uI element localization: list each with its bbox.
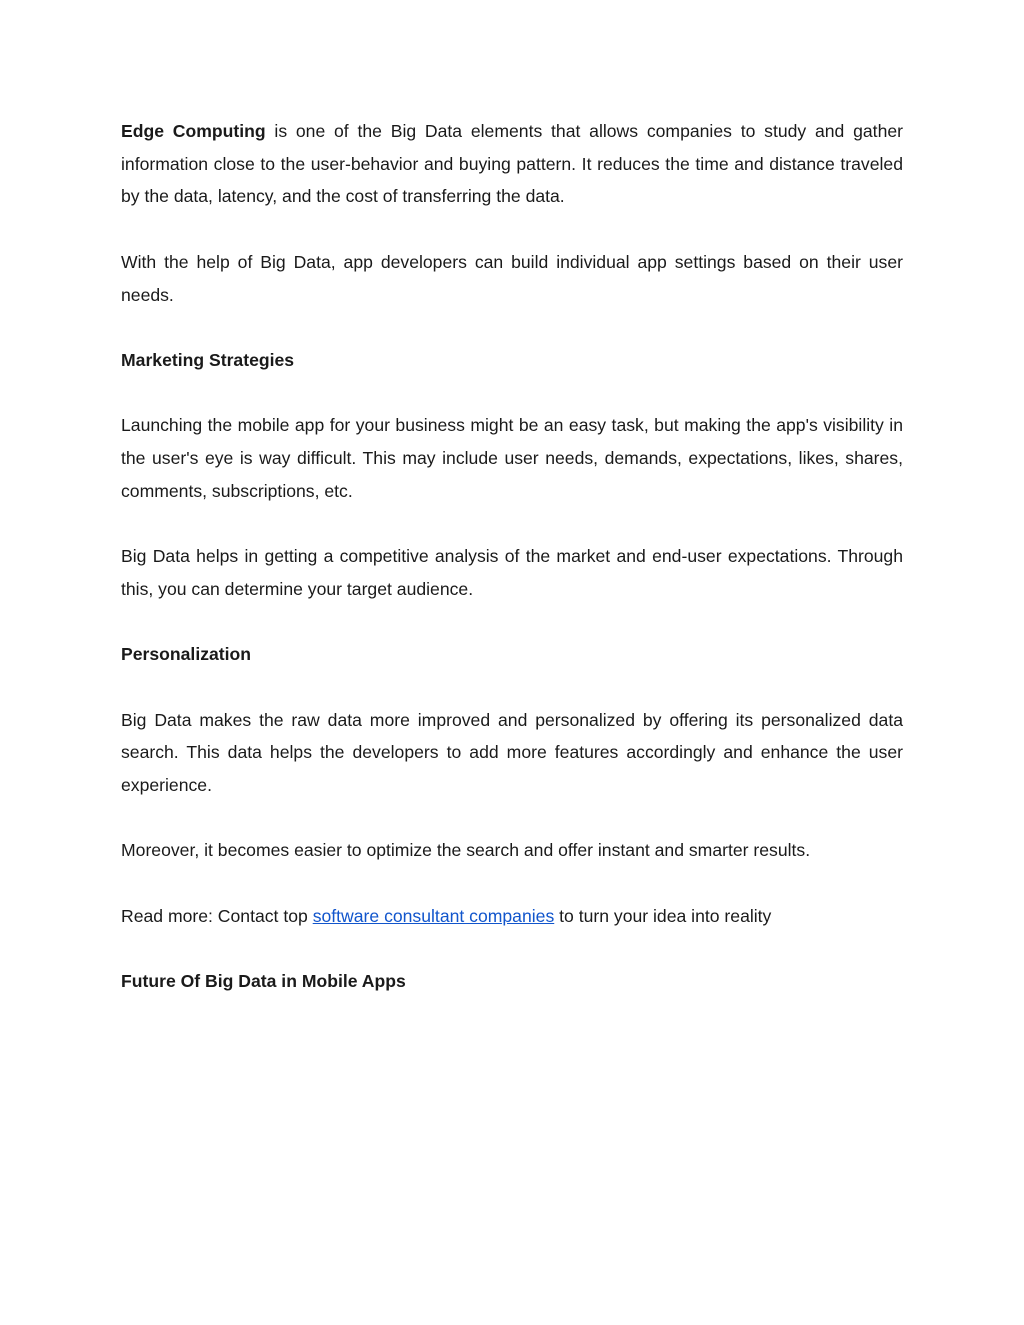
optimize-search-paragraph: Moreover, it becomes easier to optimize the search and offer instant and smarter results. <box>121 840 811 861</box>
edge-computing-term: Edge Computing <box>121 121 266 141</box>
marketing-strategies-heading: Marketing Strategies <box>121 349 295 370</box>
raw-data-paragraph: Big Data makes the raw data more improved and personalized by offering its personalized data search. This data helps the developers to add more features accordingly and enhance the user experience. <box>121 709 903 795</box>
software-consultant-companies-link[interactable]: software consultant companies <box>312 905 555 926</box>
edge-computing-text: is one of the Big Data elements that allows companies to study and gather information close to the user-behavior and buying pattern. It reduces the time and distance traveled by the data, latency, and the cost of transferring the data. <box>121 121 903 207</box>
launching-app-paragraph: Launching the mobile app for your business might be an easy task, but making the app's visibility in the user's eye is way difficult. This may include user needs, demands, expectations, likes, shares, comments, subscriptions, etc. <box>121 415 903 501</box>
edge-computing-paragraph <box>121 115 903 213</box>
read-more-prefix: Read more: Contact top <box>121 905 313 926</box>
competitive-analysis-paragraph: Big Data helps in getting a competitive analysis of the market and end-user expectations. Through this, you can determine your target audience. <box>121 546 903 599</box>
future-big-data-heading: Future Of Big Data in Mobile Apps <box>121 971 406 992</box>
read-more-paragraph <box>121 900 903 933</box>
app-settings-paragraph: With the help of Big Data, app developers can build individual app settings based on their user needs. <box>121 251 903 305</box>
document-page <box>121 115 903 1031</box>
read-more-suffix: to turn your idea into reality <box>554 905 772 926</box>
personalization-heading: Personalization <box>121 644 252 665</box>
